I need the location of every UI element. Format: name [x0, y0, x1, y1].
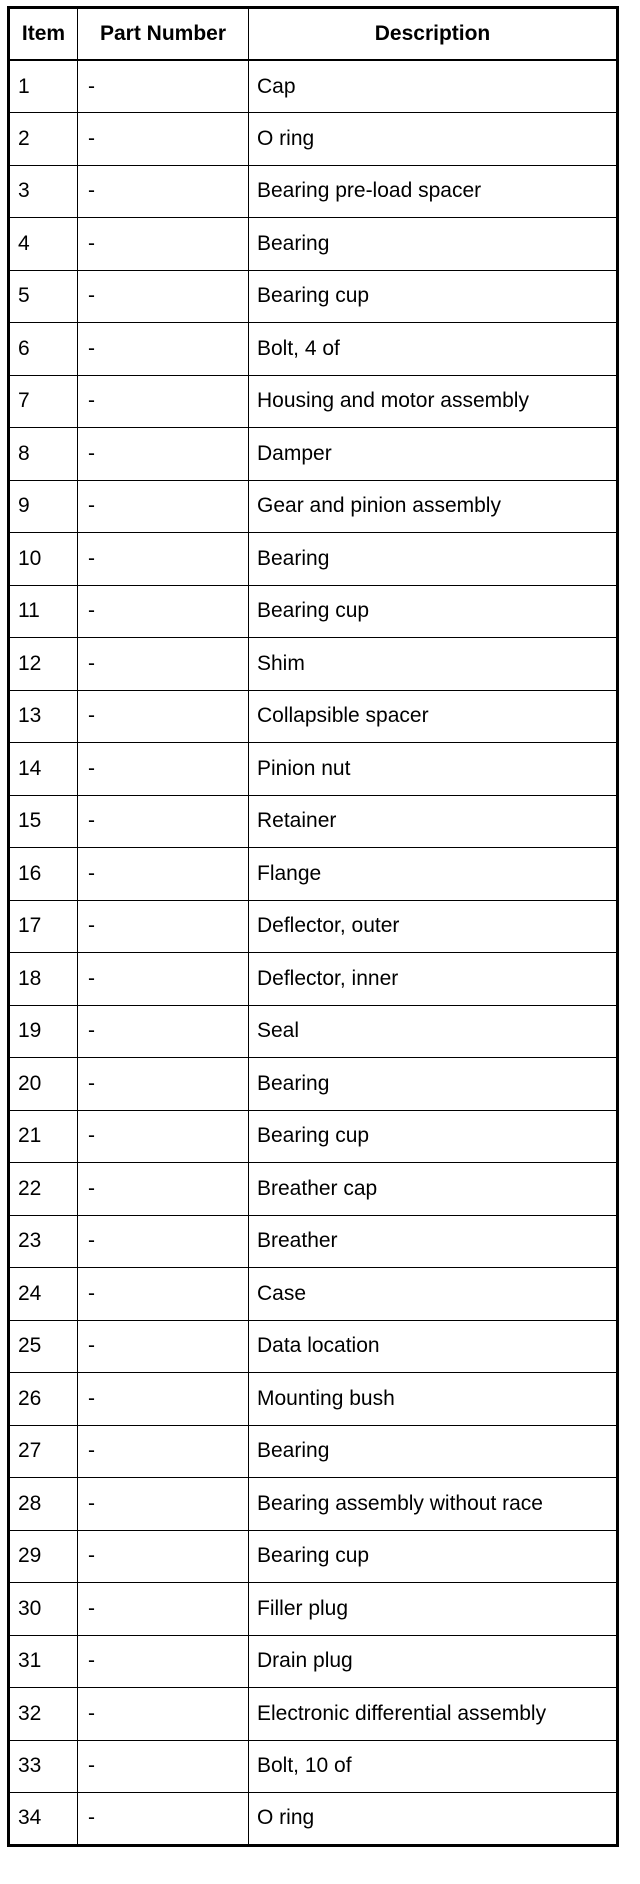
cell-description: Flange [249, 848, 618, 901]
cell-part-number: - [78, 270, 249, 323]
cell-part-number: - [78, 375, 249, 428]
cell-description: Breather cap [249, 1163, 618, 1216]
header-row [9, 8, 618, 61]
table-row [9, 585, 618, 638]
header-part-number: Part Number [78, 8, 249, 61]
cell-item: 26 [9, 1373, 78, 1426]
table-row [9, 638, 618, 691]
table-body [9, 60, 618, 1845]
cell-item: 16 [9, 848, 78, 901]
cell-item: 23 [9, 1215, 78, 1268]
table-row [9, 428, 618, 481]
table-row [9, 533, 618, 586]
cell-part-number: - [78, 533, 249, 586]
cell-item: 22 [9, 1163, 78, 1216]
table-row [9, 1110, 618, 1163]
cell-item: 6 [9, 323, 78, 376]
cell-item: 28 [9, 1478, 78, 1531]
table-header [9, 8, 618, 61]
cell-description: Bearing cup [249, 1110, 618, 1163]
table-row [9, 1583, 618, 1636]
table-row [9, 165, 618, 218]
cell-part-number: - [78, 1688, 249, 1741]
cell-item: 9 [9, 480, 78, 533]
table-row [9, 1215, 618, 1268]
cell-part-number: - [78, 1163, 249, 1216]
table-row [9, 480, 618, 533]
table-row [9, 900, 618, 953]
table-row [9, 113, 618, 166]
cell-part-number: - [78, 743, 249, 796]
cell-part-number: - [78, 848, 249, 901]
cell-description: Collapsible spacer [249, 690, 618, 743]
cell-item: 7 [9, 375, 78, 428]
cell-part-number: - [78, 1320, 249, 1373]
cell-description: Gear and pinion assembly [249, 480, 618, 533]
table-row [9, 1058, 618, 1111]
cell-description: Bolt, 4 of [249, 323, 618, 376]
cell-description: Pinion nut [249, 743, 618, 796]
cell-description: Bolt, 10 of [249, 1740, 618, 1793]
cell-item: 4 [9, 218, 78, 271]
cell-description: Housing and motor assembly [249, 375, 618, 428]
cell-part-number: - [78, 1005, 249, 1058]
cell-part-number: - [78, 1425, 249, 1478]
cell-item: 30 [9, 1583, 78, 1636]
table-row [9, 1688, 618, 1741]
cell-part-number: - [78, 1635, 249, 1688]
cell-description: Deflector, inner [249, 953, 618, 1006]
cell-description: Case [249, 1268, 618, 1321]
cell-item: 5 [9, 270, 78, 323]
cell-item: 27 [9, 1425, 78, 1478]
cell-part-number: - [78, 1793, 249, 1846]
cell-item: 12 [9, 638, 78, 691]
table-row [9, 743, 618, 796]
cell-description: Damper [249, 428, 618, 481]
cell-description: Data location [249, 1320, 618, 1373]
cell-description: Shim [249, 638, 618, 691]
cell-description: Bearing pre-load spacer [249, 165, 618, 218]
cell-item: 19 [9, 1005, 78, 1058]
cell-part-number: - [78, 428, 249, 481]
cell-item: 8 [9, 428, 78, 481]
cell-item: 24 [9, 1268, 78, 1321]
cell-description: O ring [249, 1793, 618, 1846]
table-row [9, 1793, 618, 1846]
cell-description: Mounting bush [249, 1373, 618, 1426]
cell-item: 20 [9, 1058, 78, 1111]
table-row [9, 1163, 618, 1216]
table-row [9, 1635, 618, 1688]
cell-description: Bearing [249, 218, 618, 271]
cell-part-number: - [78, 1583, 249, 1636]
cell-description: Electronic differential assembly [249, 1688, 618, 1741]
cell-part-number: - [78, 1215, 249, 1268]
cell-item: 15 [9, 795, 78, 848]
cell-description: Drain plug [249, 1635, 618, 1688]
table-row [9, 1740, 618, 1793]
cell-part-number: - [78, 323, 249, 376]
cell-description: Deflector, outer [249, 900, 618, 953]
cell-description: Seal [249, 1005, 618, 1058]
cell-description: Bearing cup [249, 270, 618, 323]
cell-description: Filler plug [249, 1583, 618, 1636]
cell-part-number: - [78, 480, 249, 533]
cell-item: 31 [9, 1635, 78, 1688]
cell-part-number: - [78, 795, 249, 848]
cell-item: 25 [9, 1320, 78, 1373]
table-row [9, 1373, 618, 1426]
cell-item: 33 [9, 1740, 78, 1793]
cell-description: Breather [249, 1215, 618, 1268]
cell-item: 34 [9, 1793, 78, 1846]
cell-part-number: - [78, 1478, 249, 1531]
cell-item: 21 [9, 1110, 78, 1163]
cell-part-number: - [78, 1268, 249, 1321]
cell-part-number: - [78, 165, 249, 218]
cell-description: Cap [249, 60, 618, 113]
cell-item: 14 [9, 743, 78, 796]
cell-item: 32 [9, 1688, 78, 1741]
cell-item: 3 [9, 165, 78, 218]
cell-part-number: - [78, 1110, 249, 1163]
cell-part-number: - [78, 1373, 249, 1426]
cell-part-number: - [78, 113, 249, 166]
cell-part-number: - [78, 1058, 249, 1111]
cell-part-number: - [78, 1530, 249, 1583]
cell-description: Bearing assembly without race [249, 1478, 618, 1531]
cell-part-number: - [78, 218, 249, 271]
cell-item: 18 [9, 953, 78, 1006]
cell-part-number: - [78, 585, 249, 638]
cell-description: Bearing [249, 1058, 618, 1111]
cell-part-number: - [78, 60, 249, 113]
table-row [9, 60, 618, 113]
cell-item: 13 [9, 690, 78, 743]
cell-description: O ring [249, 113, 618, 166]
cell-item: 11 [9, 585, 78, 638]
cell-description: Bearing cup [249, 1530, 618, 1583]
cell-item: 2 [9, 113, 78, 166]
table-row [9, 848, 618, 901]
table-row [9, 1530, 618, 1583]
table-row [9, 323, 618, 376]
table-row [9, 690, 618, 743]
cell-part-number: - [78, 900, 249, 953]
table-row [9, 270, 618, 323]
cell-part-number: - [78, 690, 249, 743]
table-row [9, 1425, 618, 1478]
table-row [9, 1005, 618, 1058]
header-description: Description [249, 8, 618, 61]
cell-item: 1 [9, 60, 78, 113]
cell-item: 29 [9, 1530, 78, 1583]
table-row [9, 218, 618, 271]
table-row [9, 795, 618, 848]
header-item: Item [9, 8, 78, 61]
cell-description: Bearing cup [249, 585, 618, 638]
parts-table [7, 6, 619, 1847]
cell-part-number: - [78, 953, 249, 1006]
table-row [9, 953, 618, 1006]
table-row [9, 375, 618, 428]
cell-item: 10 [9, 533, 78, 586]
cell-description: Bearing [249, 1425, 618, 1478]
table-row [9, 1268, 618, 1321]
cell-part-number: - [78, 1740, 249, 1793]
table-row [9, 1320, 618, 1373]
table-row [9, 1478, 618, 1531]
cell-item: 17 [9, 900, 78, 953]
cell-description: Bearing [249, 533, 618, 586]
cell-description: Retainer [249, 795, 618, 848]
cell-part-number: - [78, 638, 249, 691]
